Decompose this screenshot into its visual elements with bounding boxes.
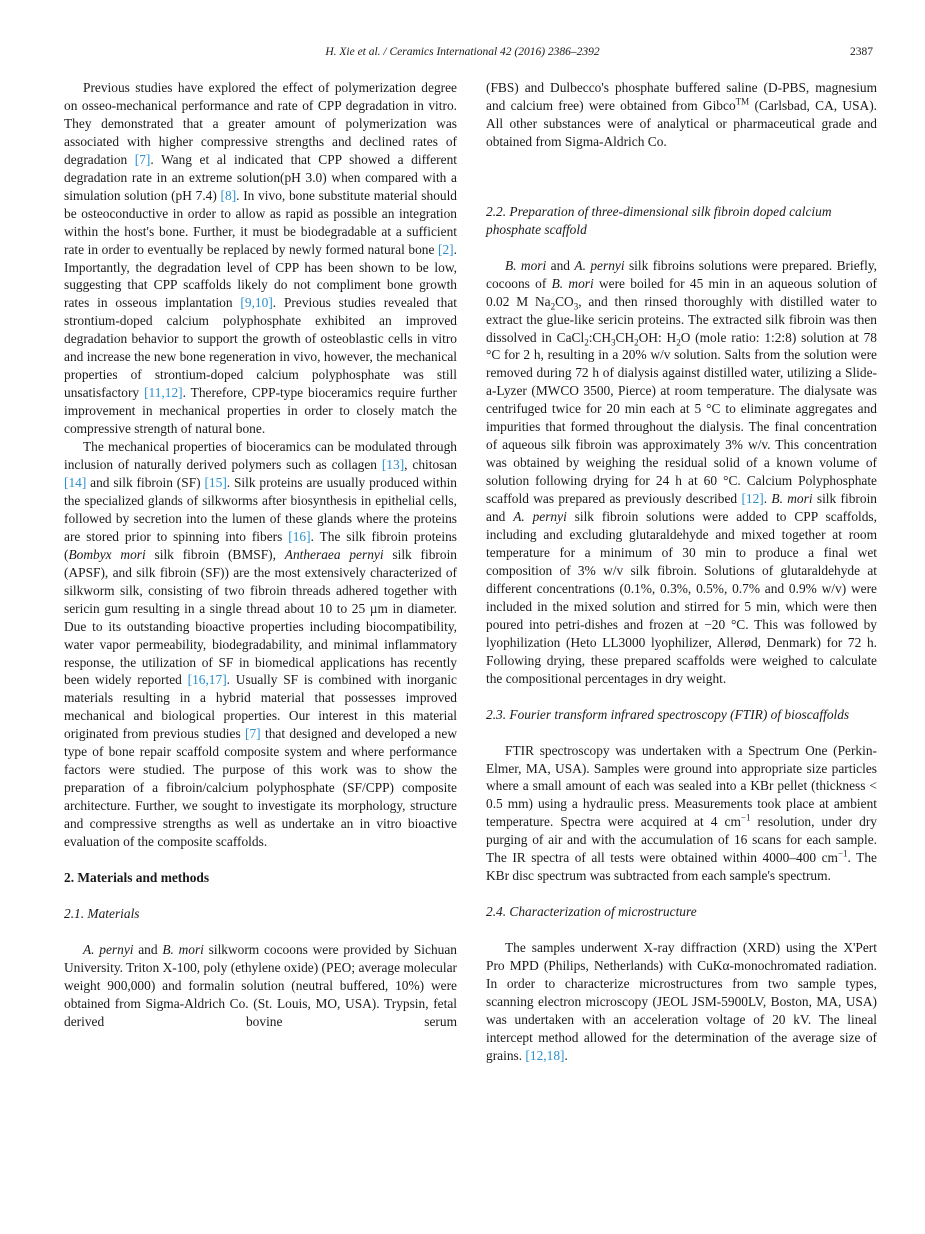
italic-term: B. mori	[551, 275, 594, 291]
italic-term: A. pernyi	[574, 257, 625, 273]
italic-term: Bombyx mori	[68, 546, 146, 562]
italic-term: A. pernyi	[513, 509, 567, 525]
citation-link[interactable]: [13]	[381, 457, 405, 473]
paragraph-intro-2: The mechanical properties of bioceramics can be modulated through inclusion of naturally derived polymers such as collagen [13], chitosan [14] and silk fibroin (SF) [15]. Silk proteins are usually produced within the specialized glands of silkworms after biosynthesis in epithelial cells, followed by secretion into the lumen of these glands where the proteins are stored prior to spinning into fibers [16]. The silk fibroin proteins (Bombyx mori silk fibroin (BMSF), Antheraea pernyi silk fibroin (APSF), and silk fibroin (SF)) are the most extensively characterized of silkworm silk, consisting of two fibroin threads adhered together with sericin gum resulting in a single thread about 10 to 25 µm in diameter. Due to its outstanding bioactive properties including biocompatibility, water vapor permeability, biodegradability, and minimal inflammatory response, the utilization of SF in biomedical applications has recently been widely reported [16,17]. Usually SF is combined with inorganic materials resulting in a hybrid material that possesses improved mechanical and biological properties. Our interest in this material originated from previous studies [7] that designed and developed a new type of bone repair scaffold composite system and where performance factors were studied. The purpose of this work was to show the preparation of a fibroin/calcium polyphosphate (SF/CPP) composite architecture. Further, we sought to investigate its morphology, structure and compressive strengths as well as undertake an in vitro bioactive evaluation of the composite scaffolds.	[64, 439, 458, 850]
citation-link[interactable]: [9,10]	[240, 295, 273, 311]
citation-link[interactable]: [7]	[134, 151, 151, 167]
subscript: 2	[584, 337, 589, 348]
subscript: 2	[676, 337, 681, 348]
subscript: 3	[573, 301, 579, 312]
subscript: 2	[634, 337, 639, 348]
citation-link[interactable]: [12]	[741, 491, 764, 507]
citation-link[interactable]: [7]	[245, 726, 261, 742]
subscript: 3	[611, 337, 616, 348]
left-column	[64, 79, 457, 1031]
subscript: 2	[550, 301, 556, 312]
italic-term: Antheraea pernyi	[284, 546, 384, 562]
italic-term: B. mori	[505, 257, 547, 273]
subsection-heading-microstructure: 2.4. Characterization of microstructure	[486, 904, 697, 920]
subsection-heading-ftir: 2.3. Fourier transform infrared spectroscopy (FTIR) of bioscaffolds	[486, 706, 850, 722]
italic-term: A. pernyi	[83, 941, 134, 957]
page-number: 2387	[850, 46, 873, 58]
citation-link[interactable]: [11,12]	[144, 385, 183, 401]
right-column	[486, 79, 877, 1065]
citation-link[interactable]: [8]	[220, 187, 237, 203]
citation-link[interactable]: [16,17]	[187, 672, 227, 688]
running-header: H. Xie et al. / Ceramics International 42 (2016) 2386–2392	[325, 46, 600, 58]
superscript: TM	[735, 96, 750, 107]
paragraph-microstructure: The samples underwent X-ray diffraction (XRD) using the X'Pert Pro MPD (Philips, Netherlands) with CuKα-monochromated radiation. In order to characterize microstructures from two sample types, scanning electron microscopy (JEOL JSM-5900LV, Boston, MA, USA) was undertaken with an acceleration voltage of 20 kV. The lineal intercept method allowed for the determination of the average size of grains. [12,18].	[486, 940, 877, 1063]
citation-link[interactable]: [2]	[438, 241, 454, 257]
paragraph-preparation: B. mori and A. pernyi silk fibroins solutions were prepared. Briefly, cocoons of B. mori were boiled for 45 min in an aqueous solution of 0.02 M $Na_2CO_3$, and then rinsed thoroughly with distilled water to extract the glue-like sericin proteins. The extracted silk fibroin was then dissolved in $CaCl_2:CH_3CH_2OH$: $H_2O$ (mole ratio: 1:2:8) solution at 78 °C for 2 h, resulting in a 20% w/v solution. Salts from the solution were removed during 72 h of dialysis against distilled water, utilizing a Slide-a-Lyzer (MWCO 3500, Pierce) at room temperature. The dialysate was centrifuged twice for 20 min each at 5 °C to eliminate aggregates and impurities that formed throughout the dialysis. The final concentration of aqueous silk fibroin was approximately 3% w/v. This concentration was obtained by weighing the residual solid of a known volume of solution following drying for 24 h at 60 °C. Calcium Polyphosphate scaffold was prepared as previously described [12]. B. mori silk fibroin and A. pernyi silk fibroin solutions were added to CPP scaffolds, including and excluding glutaraldehyde and mixed together at room temperature for a minimum of 30 min to produce a final wet composition of 3% w/v silk fibroin. Solutions of glutaraldehyde at different concentrations (0.1%, 0.3%, 0.5%, 0.7% and 0.9% w/v) were included in the mixed solution and stirred for 5 min, which were then poured into petri-dishes and frozen at −20 °C. This was followed by lyophilization (Heto LL3000 lyophilizer, Allerød, Denmark) for 72 h. Following drying, these prepared scaffolds were weighed to calculate the compositional percentages in dry weight.	[486, 257, 877, 686]
italic-term: B. mori	[162, 941, 204, 957]
paragraph-materials: A. pernyi and B. mori silkworm cocoons were provided by Sichuan University. Triton X-100, poly (ethylene oxide) (PEO; average molecular weight 900,000) and formalin solution (neutral buffered, 10%) were obtained from Sigma-Aldrich Co. (St. Louis, MO, USA). Trypsin, fetal derived bovine serum	[64, 941, 457, 1029]
paragraph-ftir: FTIR spectroscopy was undertaken with a Spectrum One (Perkin-Elmer, MA, USA). Samples were ground into appropriate size particles where a small amount of each was sealed into a KBr pellet (thickness < 0.5 mm) using a hydraulic press. Measurements took place at ambient temperature. Spectra were acquired at 4 $cm^{-1}$ resolution, under dry purging of air and with the accumulation of 16 scans for each sample. The IR spectra of all tests were obtained within 4000–400 $cm^{-1}$. The KBr disc spectrum was subtracted from each sample's spectrum.	[486, 742, 877, 884]
superscript: −1	[740, 812, 751, 823]
paragraph-materials-continued: (FBS) and Dulbecco's phosphate buffered saline (D-PBS, magnesium and calcium free) were obtained from Gibco™ (Carlsbad, CA, USA). All other substances were of analytical or pharmaceutical grade and obtained from Sigma-Aldrich Co.	[486, 80, 877, 149]
section-heading-materials-methods: 2. Materials and methods	[64, 869, 210, 885]
paragraph-intro-1: Previous studies have explored the effect of polymerization degree on osseo-mechanical performance and rate of CPP degradation in vitro. They demonstrated that a greater amount of polymerization was associated with higher compressive strengths and declined rates of degradation [7]. Wang et al indicated that CPP showed a different degradation rate in an extreme solution(pH 3.0) when compared with a simulation solution (pH 7.4) [8]. In vivo, bone substitute material should be osteoconductive in order to allow as rapid as possible an integration within the host's bone. Further, it must be biodegradable at a sufficient rate in order to eventually be replaced by newly formed natural bone [2]. Importantly, the degradation level of CPP has been shown to be low, suggesting that CPP scaffolds likely do not compliment bone growth rates in osseous implantation [9,10]. Previous studies revealed that strontium-doped calcium polyphosphate exhibited an improved degradation behavior to support the growth of osteoblastic cells in vitro and increase the new bone regeneration in vivo, however, the mechanical properties of strontium-doped calcium polyphosphate was still unsatisfactory [11,12]. Therefore, CPP-type bioceramics require further improvement in mechanical properties in order to closely match the compressive strength of natural bone.	[64, 80, 458, 437]
citation-link[interactable]: [16]	[288, 528, 311, 544]
citation-link[interactable]: [15]	[204, 474, 227, 490]
subsection-heading-materials: 2.1. Materials	[64, 905, 140, 921]
italic-term: B. mori	[771, 491, 813, 507]
citation-link[interactable]: [14]	[64, 474, 87, 490]
superscript: −1	[837, 848, 848, 859]
citation-link[interactable]: [12,18]	[525, 1047, 565, 1063]
subsection-heading-preparation: 2.2. Preparation of three-dimensional silk fibroin doped calcium phosphate scaffold	[486, 203, 832, 237]
